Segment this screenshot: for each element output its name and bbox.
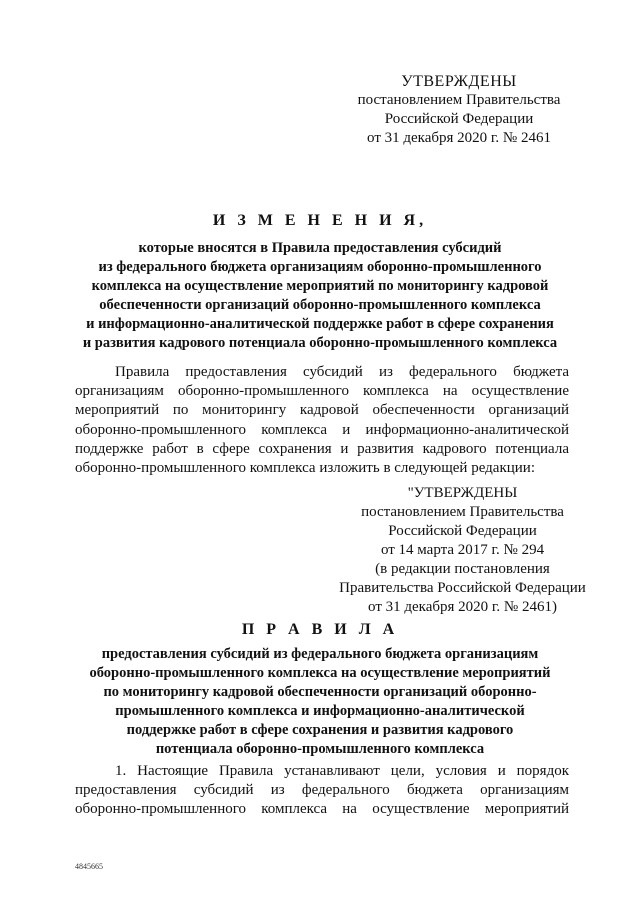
nested-approval-line: от 14 марта 2017 г. № 294 (380, 542, 545, 558)
rules-subtitle-line: предоставления субсидий из федерального бюджета организациям (101, 646, 539, 662)
document-code: 4845665 (75, 862, 103, 871)
approval-line-3: от 31 декабря 2020 г. № 2461 (367, 130, 551, 146)
rules-subtitle-line: потенциала оборонно-промышленного комплекса (155, 741, 485, 757)
paragraph-line: предоставления субсидий из федерального бюджета организациям (75, 782, 569, 799)
nested-approval-stamp (325, 484, 600, 617)
rules-subtitle-line: поддержке работ в сфере сохранения и развития кадрового (126, 722, 514, 738)
intro-paragraph (75, 363, 569, 478)
nested-approval-line: Российской Федерации (388, 523, 537, 539)
changes-subtitle-line: которые вносятся в Правила предоставления субсидий (138, 240, 502, 256)
paragraph-line: мероприятий по мониторингу кадровой обеспеченности организаций (75, 402, 569, 419)
approval-stamp (330, 72, 588, 148)
nested-approval-line: Правительства Российской Федерации (339, 580, 586, 596)
nested-approval-line: "УТВЕРЖДЕНЫ (407, 485, 518, 501)
paragraph-line: организациям оборонно-промышленного комплекса на осуществление (75, 383, 569, 400)
changes-subtitle-line: и развития кадрового потенциала оборонно-промышленного комплекса (82, 335, 558, 351)
paragraph-line: оборонно-промышленного комплекса на осуществление мероприятий (75, 801, 569, 818)
approval-line-1: постановлением Правительства (357, 92, 561, 108)
nested-approval-line: (в редакции постановления (375, 561, 550, 577)
nested-approval-line: от 31 декабря 2020 г. № 2461) (368, 599, 557, 615)
rules-subtitle-line: по мониторингу кадровой обеспеченности организаций оборонно- (103, 684, 537, 700)
changes-subtitle-line: и информационно-аналитической поддержке работ в сфере сохранения (86, 316, 554, 332)
paragraph-line: поддержке работ в сфере сохранения и развития кадрового потенциала (75, 440, 569, 457)
changes-subtitle-line: обеспеченности организаций оборонно-промышленного комплекса (99, 297, 541, 313)
rules-heading: П Р А В И Л А (241, 621, 399, 638)
changes-heading: И З М Е Н Е Н И Я, (212, 212, 428, 229)
rules-subtitle-line: промышленного комплекса и информационно-аналитической (115, 703, 525, 719)
rules-subtitle-line: оборонно-промышленного комплекса на осуществление мероприятий (89, 665, 551, 681)
changes-subtitle-line: комплекса на осуществление мероприятий по мониторингу кадровой (91, 278, 549, 294)
nested-approval-line: постановлением Правительства (361, 504, 564, 520)
changes-subtitle-line: из федерального бюджета организациям оборонно-промышленного (98, 259, 542, 275)
paragraph-line: 1. Настоящие Правила устанавливают цели, условия и порядок (115, 763, 569, 779)
point-1-paragraph (75, 762, 569, 820)
approval-line-2: Российской Федерации (384, 111, 534, 127)
changes-subtitle (60, 239, 580, 353)
paragraph-line: оборонно-промышленного комплекса и информационно-аналитической (75, 421, 569, 438)
paragraph-line: Правила предоставления субсидий из федерального бюджета (115, 364, 569, 380)
rules-subtitle (70, 645, 570, 759)
paragraph-line: оборонно-промышленного комплекса изложить в следующей редакции: (75, 460, 535, 477)
approval-title: УТВЕРЖДЕНЫ (401, 73, 517, 90)
